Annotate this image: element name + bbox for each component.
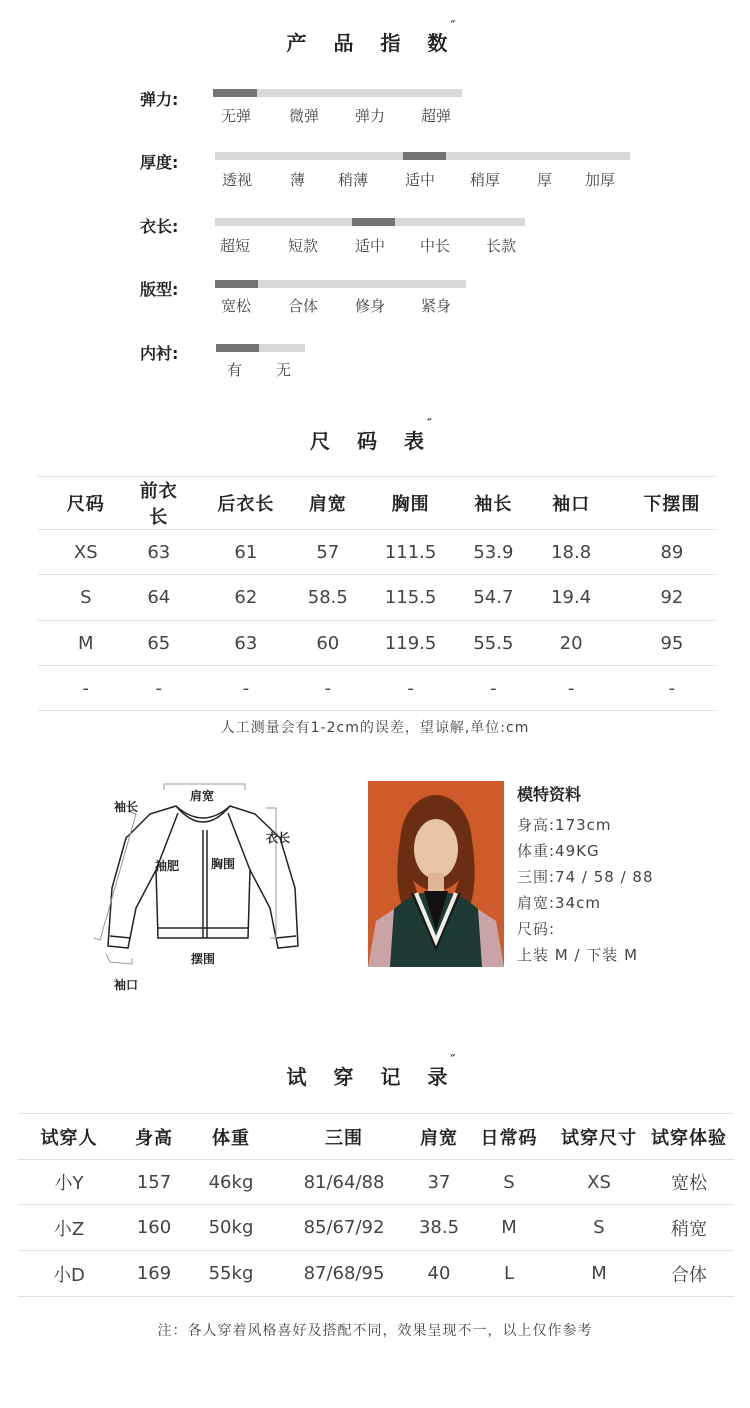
table-cell: 92 [629, 575, 715, 621]
table-cell: 89 [629, 530, 715, 575]
table-cell: 19.4 [513, 575, 628, 621]
table-cell: 63 [134, 530, 184, 575]
header-cell: 袖口 [513, 477, 628, 530]
header-cell: 日常码 [464, 1114, 554, 1160]
table-cell: 20 [513, 621, 628, 666]
header-cell: 下摆围 [629, 477, 715, 530]
diagram-label-arm: 袖肥 [155, 859, 180, 873]
table-cell: 55kg [188, 1251, 274, 1297]
fit-label: 版型: [140, 280, 179, 299]
try-on-note: 注：各人穿着风格喜好及搭配不同，效果呈现不一，以上仅作参考 [157, 1323, 593, 1339]
header-cell: 身高 [120, 1114, 188, 1160]
option-label: 适中 [355, 237, 386, 255]
table-cell: 157 [120, 1160, 188, 1205]
option-label: 超短 [220, 237, 251, 255]
table-cell: 46kg [188, 1160, 274, 1205]
fit-bar-fill [215, 280, 258, 288]
header-cell: 肩宽 [414, 1114, 464, 1160]
table-cell: 63 [184, 621, 308, 666]
table-cell: 62 [184, 575, 308, 621]
header-cell: 体重 [188, 1114, 274, 1160]
diagram-label-length: 衣长 [266, 831, 291, 845]
option-label: 稍薄 [338, 171, 369, 189]
table-cell: 57 [308, 530, 348, 575]
model-measurements: 三围:74 / 58 / 88 [517, 868, 654, 886]
table-cell: 小Z [18, 1205, 120, 1251]
table-cell: 54.7 [473, 575, 513, 621]
table-cell: S [464, 1160, 554, 1205]
diagram-label-chest: 胸围 [211, 857, 236, 871]
table-cell: 60 [308, 621, 348, 666]
model-photo [368, 781, 504, 967]
table-cell: 小Y [18, 1160, 120, 1205]
diagram-label-cuff: 袖口 [114, 978, 139, 992]
model-size-label: 尺码: [517, 920, 556, 938]
table-cell: XS [554, 1160, 644, 1205]
header-cell: 尺码 [38, 477, 134, 530]
table-row [38, 621, 715, 666]
table-cell: 119.5 [348, 621, 473, 666]
table-cell: 85/67/92 [274, 1205, 414, 1251]
table-cell: 18.8 [513, 530, 628, 575]
table-cell: 宽松 [644, 1160, 734, 1205]
option-label: 超弹 [421, 107, 452, 125]
header-cell: 后衣长 [184, 477, 308, 530]
option-label: 透视 [222, 171, 253, 189]
thickness-label: 厚度: [140, 153, 179, 172]
model-height: 身高:173cm [517, 816, 612, 834]
table-cell: 58.5 [308, 575, 348, 621]
model-illustration [368, 781, 504, 967]
diagram-label-sleeve: 袖长 [114, 800, 139, 814]
header-cell: 试穿体验 [644, 1114, 734, 1160]
table-row [38, 575, 715, 621]
option-label: 合体 [288, 297, 319, 315]
option-label: 修身 [355, 297, 386, 315]
table-cell: - [184, 666, 308, 711]
table-cell: 95 [629, 621, 715, 666]
table-cell: - [38, 666, 134, 711]
header-cell: 试穿人 [18, 1114, 120, 1160]
header-cell: 袖长 [473, 477, 513, 530]
try-on-table [18, 1113, 734, 1297]
table-cell: 37 [414, 1160, 464, 1205]
option-label: 微弹 [289, 107, 320, 125]
table-cell: 38.5 [414, 1205, 464, 1251]
table-cell: 115.5 [348, 575, 473, 621]
elasticity-label: 弹力: [140, 90, 179, 109]
option-label: 无 [276, 361, 292, 379]
length-bar [215, 218, 525, 226]
table-cell: 合体 [644, 1251, 734, 1297]
table-cell: 111.5 [348, 530, 473, 575]
option-label: 短款 [288, 237, 319, 255]
table-cell: S [38, 575, 134, 621]
table-row [18, 1251, 734, 1297]
table-row [18, 1205, 734, 1251]
option-label: 适中 [405, 171, 436, 189]
table-cell: - [348, 666, 473, 711]
table-cell: 40 [414, 1251, 464, 1297]
product-index-title: 产 品 指 数˝ [286, 19, 458, 55]
option-label: 加厚 [585, 171, 616, 189]
table-cell: 160 [120, 1205, 188, 1251]
length-label: 衣长: [140, 217, 179, 236]
table-cell: 64 [134, 575, 184, 621]
table-cell: 53.9 [473, 530, 513, 575]
table-cell: - [629, 666, 715, 711]
elasticity-bar-fill [213, 89, 257, 97]
elasticity-bar [213, 89, 462, 97]
table-cell: 稍宽 [644, 1205, 734, 1251]
option-label: 无弹 [221, 107, 252, 125]
table-row [38, 666, 715, 711]
try-on-title: 试 穿 记 录˝ [286, 1053, 458, 1089]
measurement-note: 人工测量会有1-2cm的误差，望谅解,单位:cm [220, 720, 530, 736]
model-size-value: 上装 M / 下装 M [517, 946, 639, 964]
table-cell: M [38, 621, 134, 666]
table-header-row [38, 477, 715, 530]
table-cell: 55.5 [473, 621, 513, 666]
table-cell: 87/68/95 [274, 1251, 414, 1297]
header-cell: 肩宽 [308, 477, 348, 530]
option-label: 稍厚 [470, 171, 501, 189]
option-label: 宽松 [221, 297, 252, 315]
table-cell: 81/64/88 [274, 1160, 414, 1205]
table-cell: - [308, 666, 348, 711]
header-cell: 三围 [274, 1114, 414, 1160]
size-table [38, 476, 715, 711]
table-cell: 65 [134, 621, 184, 666]
option-label: 中长 [420, 237, 451, 255]
model-weight: 体重:49KG [517, 842, 600, 860]
header-cell: 试穿尺寸 [554, 1114, 644, 1160]
table-row [18, 1160, 734, 1205]
option-label: 薄 [290, 171, 306, 189]
table-cell: 169 [120, 1251, 188, 1297]
size-chart-title: 尺 码 表˝ [310, 417, 434, 453]
table-header-row [18, 1114, 734, 1160]
table-cell: 61 [184, 530, 308, 575]
lining-bar [216, 344, 305, 352]
diagram-label-hem: 摆围 [191, 952, 216, 966]
table-cell: - [134, 666, 184, 711]
fit-bar [215, 280, 466, 288]
table-cell: L [464, 1251, 554, 1297]
table-cell: XS [38, 530, 134, 575]
length-bar-fill [352, 218, 395, 226]
lining-bar-fill [216, 344, 259, 352]
option-label: 有 [227, 361, 243, 379]
table-cell: 50kg [188, 1205, 274, 1251]
lining-label: 内衬: [140, 344, 179, 363]
table-cell: M [554, 1251, 644, 1297]
table-cell: S [554, 1205, 644, 1251]
header-cell: 胸围 [348, 477, 473, 530]
option-label: 厚 [537, 171, 553, 189]
thickness-bar [215, 152, 630, 160]
table-cell: M [464, 1205, 554, 1251]
table-row [38, 530, 715, 575]
model-shoulder: 肩宽:34cm [517, 894, 601, 912]
header-cell: 前衣长 [134, 477, 184, 530]
thickness-bar-fill [403, 152, 446, 160]
table-cell: - [473, 666, 513, 711]
option-label: 弹力 [355, 107, 386, 125]
option-label: 长款 [486, 237, 517, 255]
table-cell: 小D [18, 1251, 120, 1297]
model-info-title: 模特资料 [517, 785, 582, 804]
option-label: 紧身 [421, 297, 452, 315]
diagram-label-shoulder: 肩宽 [190, 789, 215, 803]
table-cell: - [513, 666, 628, 711]
